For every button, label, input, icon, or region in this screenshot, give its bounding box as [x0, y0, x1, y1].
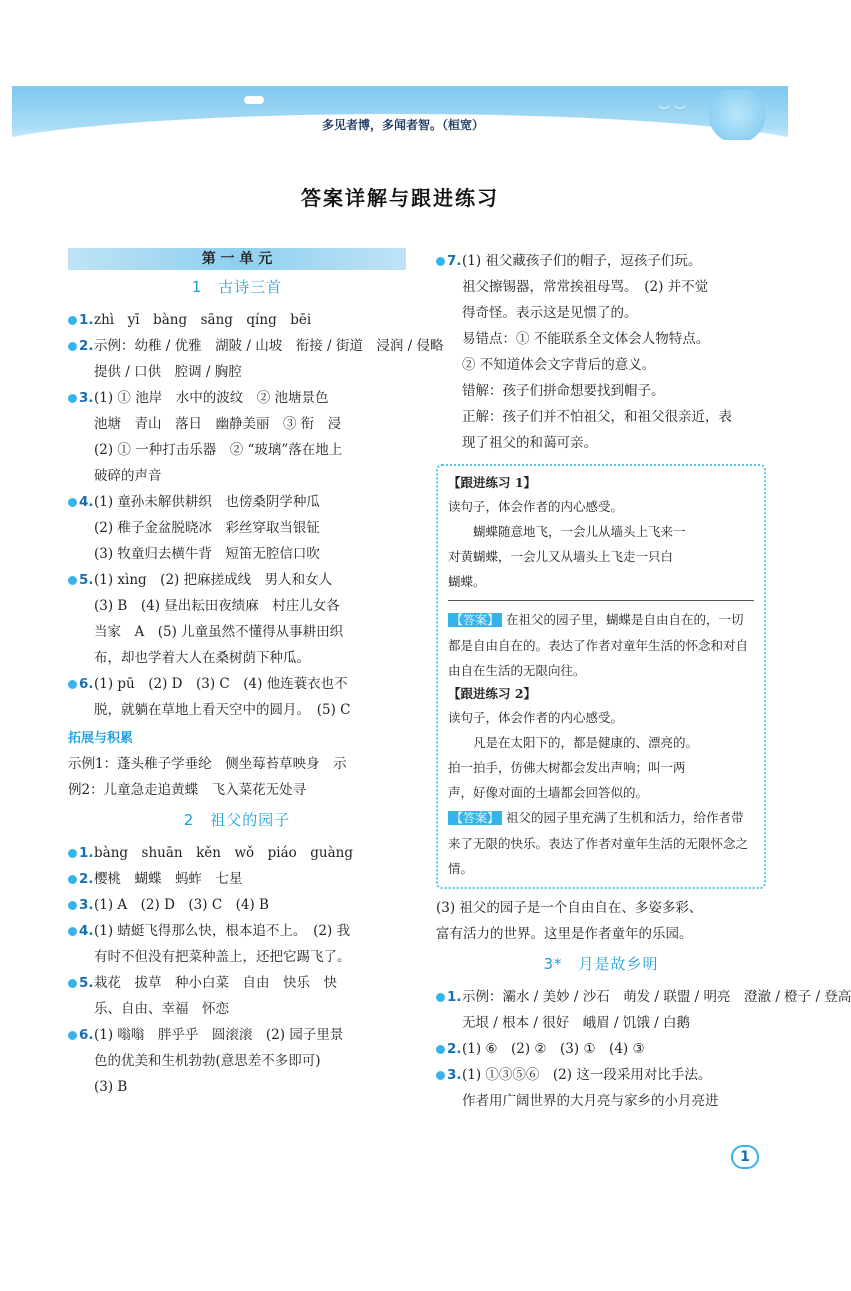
- answer-line: [68, 840, 406, 866]
- answer-line: [436, 1062, 766, 1088]
- answer-line: [68, 1022, 406, 1048]
- lesson1-answers: [68, 307, 444, 723]
- lesson2-answers: [68, 840, 406, 1100]
- answer-line: [436, 352, 766, 378]
- answer-text: (3) B (4) 昼出耘田夜绩麻 村庄儿女各: [94, 598, 340, 614]
- text-line: 对黄蝴蝶，一会儿又从墙头上飞走一只白: [448, 549, 674, 564]
- answer-text: 得奇怪。表示这是见惯了的。: [462, 305, 638, 321]
- answer-line: [68, 1048, 406, 1074]
- answer-line: [436, 404, 766, 430]
- practice-box: [436, 464, 766, 889]
- text-line: 读句子，体会作者的内心感受。: [448, 499, 624, 514]
- question7-answers: [436, 248, 766, 456]
- question-number: 2.: [436, 1036, 462, 1062]
- answer-text: (2) 稚子金盆脱晓冰 彩丝穿取当银钲: [94, 520, 320, 536]
- answer-text: 正解：孩子们并不怕祖父，和祖父很亲近，表: [462, 409, 732, 425]
- answer-text: (1) 嗡嗡 胖乎乎 圆滚滚 (2) 园子里景: [94, 1027, 344, 1043]
- cloud-icon: [244, 96, 264, 104]
- answer-text: 易错点：① 不能联系全文体会人物特点。: [462, 331, 710, 347]
- answer-line: [68, 918, 406, 944]
- answer-text: 作者用广阔世界的大月亮与家乡的小月亮进: [462, 1093, 719, 1109]
- question7-continued: [436, 895, 766, 947]
- answer-line: [68, 892, 406, 918]
- answer-line: [68, 463, 406, 489]
- question-number: 5.: [68, 567, 94, 593]
- answer-line: [68, 1074, 406, 1100]
- answer-line: [436, 984, 851, 1010]
- answer-text: (1) ① 池岸 水中的波纹 ② 池塘景色: [94, 390, 329, 406]
- answer-text: 色的优美和生机勃勃(意思差不多即可): [94, 1053, 321, 1069]
- answer-text: 提供 / 口供 腔调 / 胸腔: [94, 364, 242, 380]
- unit-title: 第 一 单 元: [68, 248, 406, 270]
- answer-text: 祖父擦锡器，常常挨祖母骂。 (2) 并不觉: [462, 279, 709, 295]
- answer-text: (3) 牧童归去横牛背 短笛无腔信口吹: [94, 546, 320, 562]
- page-title: 答案详解与跟进练习: [301, 186, 499, 210]
- practice1-question: [448, 494, 754, 594]
- left-column: [68, 248, 444, 1100]
- answer-line: [68, 333, 444, 359]
- question-number: 6.: [68, 1022, 94, 1048]
- question-number: 3.: [68, 892, 94, 918]
- answer-text: (1) 祖父藏孩子们的帽子，逗孩子们玩。: [462, 253, 702, 269]
- answer-tag: 【答案】: [448, 613, 502, 627]
- question-number: 5.: [68, 970, 94, 996]
- header-banner: [12, 86, 788, 144]
- answer-text: bàng shuān kěn wǒ piáo guàng: [94, 845, 353, 861]
- answer-line: [436, 1088, 766, 1114]
- answer-line: [436, 274, 766, 300]
- practice2-question: [448, 705, 754, 805]
- answer-text: 布，却也学着大人在桑树荫下种瓜。: [94, 650, 310, 666]
- answer-line: [68, 437, 406, 463]
- answer-line: [436, 300, 766, 326]
- answer-line: [68, 944, 406, 970]
- answer-line: [68, 970, 406, 996]
- answer-text: (3) B: [94, 1079, 128, 1095]
- text-line: 凡是在太阳下的，都是健康的、漂亮的。: [448, 735, 699, 750]
- practice2-answer-text: 祖父的园子里充满了生机和活力，给作者带来了无限的快乐。表达了作者对童年生活的无限怀念之情。: [448, 810, 749, 876]
- answer-text: 现了祖父的和蔼可亲。: [462, 435, 597, 451]
- answer-text: 脱，就躺在草地上看天空中的圆月。 (5) C: [94, 702, 351, 718]
- answer-text: 乐、自由、幸福 怀恋: [94, 1001, 229, 1017]
- practice1-answer: [448, 607, 754, 683]
- answer-line: [436, 378, 766, 404]
- answer-line: [436, 248, 766, 274]
- practice2-title: 【跟进练习 2】: [448, 686, 537, 701]
- answer-line: [436, 326, 766, 352]
- answer-text: 无垠 / 根本 / 很好 峨眉 / 饥饿 / 白鹅: [462, 1015, 691, 1031]
- text-line: 声，好像对面的土墙都会回答似的。: [448, 785, 649, 800]
- answer-text: 破碎的声音: [94, 468, 162, 484]
- text-line: 富有活力的世界。这里是作者童年的乐园。: [436, 926, 693, 942]
- answer-text: 栽花 拔草 种小白菜 自由 快乐 快: [94, 975, 337, 991]
- answer-text: (1) 童孙未解供耕织 也傍桑阴学种瓜: [94, 494, 320, 510]
- answer-line: [68, 411, 406, 437]
- text-line: 例2：儿童急走追黄蝶 飞入菜花无处寻: [68, 782, 307, 798]
- answer-line: [68, 645, 406, 671]
- answer-text: (1) A (2) D (3) C (4) B: [94, 897, 269, 913]
- question-number: 3.: [68, 385, 94, 411]
- answer-text: 当家 A (5) 儿童虽然不懂得从事耕田织: [94, 624, 344, 640]
- answer-line: [68, 385, 406, 411]
- answer-line: [68, 697, 406, 723]
- answer-text: (1) 蜻蜓飞得那么快，根本追不上。 (2) 我: [94, 923, 351, 939]
- right-column: [436, 248, 851, 1114]
- question-number: 2.: [68, 866, 94, 892]
- answer-text: (1) xìng (2) 把麻搓成线 男人和女人: [94, 572, 333, 588]
- answer-text: 樱桃 蝴蝶 蚂蚱 七星: [94, 871, 243, 887]
- question-number: 7.: [436, 248, 462, 274]
- answer-line: [436, 1036, 766, 1062]
- practice2-answer: [448, 805, 754, 881]
- tree-icon: [706, 90, 768, 140]
- answer-line: [436, 430, 766, 456]
- answer-line: [68, 359, 406, 385]
- answer-line: [68, 619, 406, 645]
- answer-line: [68, 593, 406, 619]
- lesson-title-3: 3* 月是故乡明: [543, 955, 659, 973]
- question-number: 1.: [68, 840, 94, 866]
- answer-tag: 【答案】: [448, 811, 502, 825]
- practice1-title: 【跟进练习 1】: [448, 475, 537, 490]
- page-number: 1: [731, 1145, 759, 1169]
- birds-icon: ︶ ︶: [658, 104, 686, 118]
- text-line: 蝴蝶随意地飞，一会儿从墙头上飞来一: [448, 524, 686, 539]
- extension-answers: [68, 751, 406, 803]
- answer-text: (2) ① 一种打击乐器 ② “玻璃”落在地上: [94, 442, 343, 458]
- lesson3-answers: [436, 984, 851, 1114]
- text-line: (3) 祖父的园子是一个自由自在、多姿多彩、: [436, 900, 703, 916]
- answer-line: [68, 515, 406, 541]
- question-number: 1.: [68, 307, 94, 333]
- question-number: 2.: [68, 333, 94, 359]
- answer-line: [68, 307, 406, 333]
- question-number: 3.: [436, 1062, 462, 1088]
- answer-line: [436, 1010, 766, 1036]
- text-line: 读句子，体会作者的内心感受。: [448, 710, 624, 725]
- divider: [448, 600, 754, 601]
- answer-line: [68, 996, 406, 1022]
- answer-text: zhì yī bàng sāng qíng bēi: [94, 312, 312, 328]
- answer-text: ② 不知道体会文字背后的意义。: [462, 357, 656, 373]
- text-line: 蝴蝶。: [448, 574, 486, 589]
- answer-line: [68, 671, 406, 697]
- text-line: 示例1：蓬头稚子学垂纶 侧坐莓苔草映身 示: [68, 756, 347, 772]
- answer-text: (1) ①③⑤⑥ (2) 这一段采用对比手法。: [462, 1067, 712, 1083]
- answer-text: 示例：灞水 / 美妙 / 沙石 萌发 / 联盟 / 明亮 澄澈 / 橙子 / 登高: [462, 989, 851, 1005]
- banner-motto: 多见者博，多闻者智。（桓宽）: [322, 118, 485, 132]
- answer-line: [68, 541, 406, 567]
- lesson-title-1: 1 古诗三首: [191, 278, 283, 296]
- answer-text: (1) pū (2) D (3) C (4) 他连蓑衣也不: [94, 676, 348, 692]
- answer-line: [68, 567, 406, 593]
- answer-line: [68, 489, 406, 515]
- answer-text: (1) ⑥ (2) ② (3) ① (4) ③: [462, 1041, 645, 1057]
- question-number: 6.: [68, 671, 94, 697]
- question-number: 4.: [68, 918, 94, 944]
- text-line: 拍一拍手，仿佛大树都会发出声响；叫一两: [448, 760, 686, 775]
- practice1-answer-text: 在祖父的园子里，蝴蝶是自由自在的，一切都是自由自在的。表达了作者对童年生活的怀念和对自由自在生活的无限向往。: [448, 612, 749, 678]
- answer-text: 示例：幼稚 / 优雅 湖陂 / 山坡 衔接 / 街道 浸润 / 侵略: [94, 338, 444, 354]
- extension-title: 拓展与积累: [68, 731, 134, 746]
- answer-text: 池塘 青山 落日 幽静美丽 ③ 衔 浸: [94, 416, 342, 432]
- answer-line: [68, 866, 406, 892]
- answer-text: 错解：孩子们拼命想要找到帽子。: [462, 383, 665, 399]
- answer-text: 有时不但没有把菜种盖上，还把它踢飞了。: [94, 949, 351, 965]
- question-number: 1.: [436, 984, 462, 1010]
- question-number: 4.: [68, 489, 94, 515]
- lesson-title-2: 2 祖父的园子: [183, 811, 291, 829]
